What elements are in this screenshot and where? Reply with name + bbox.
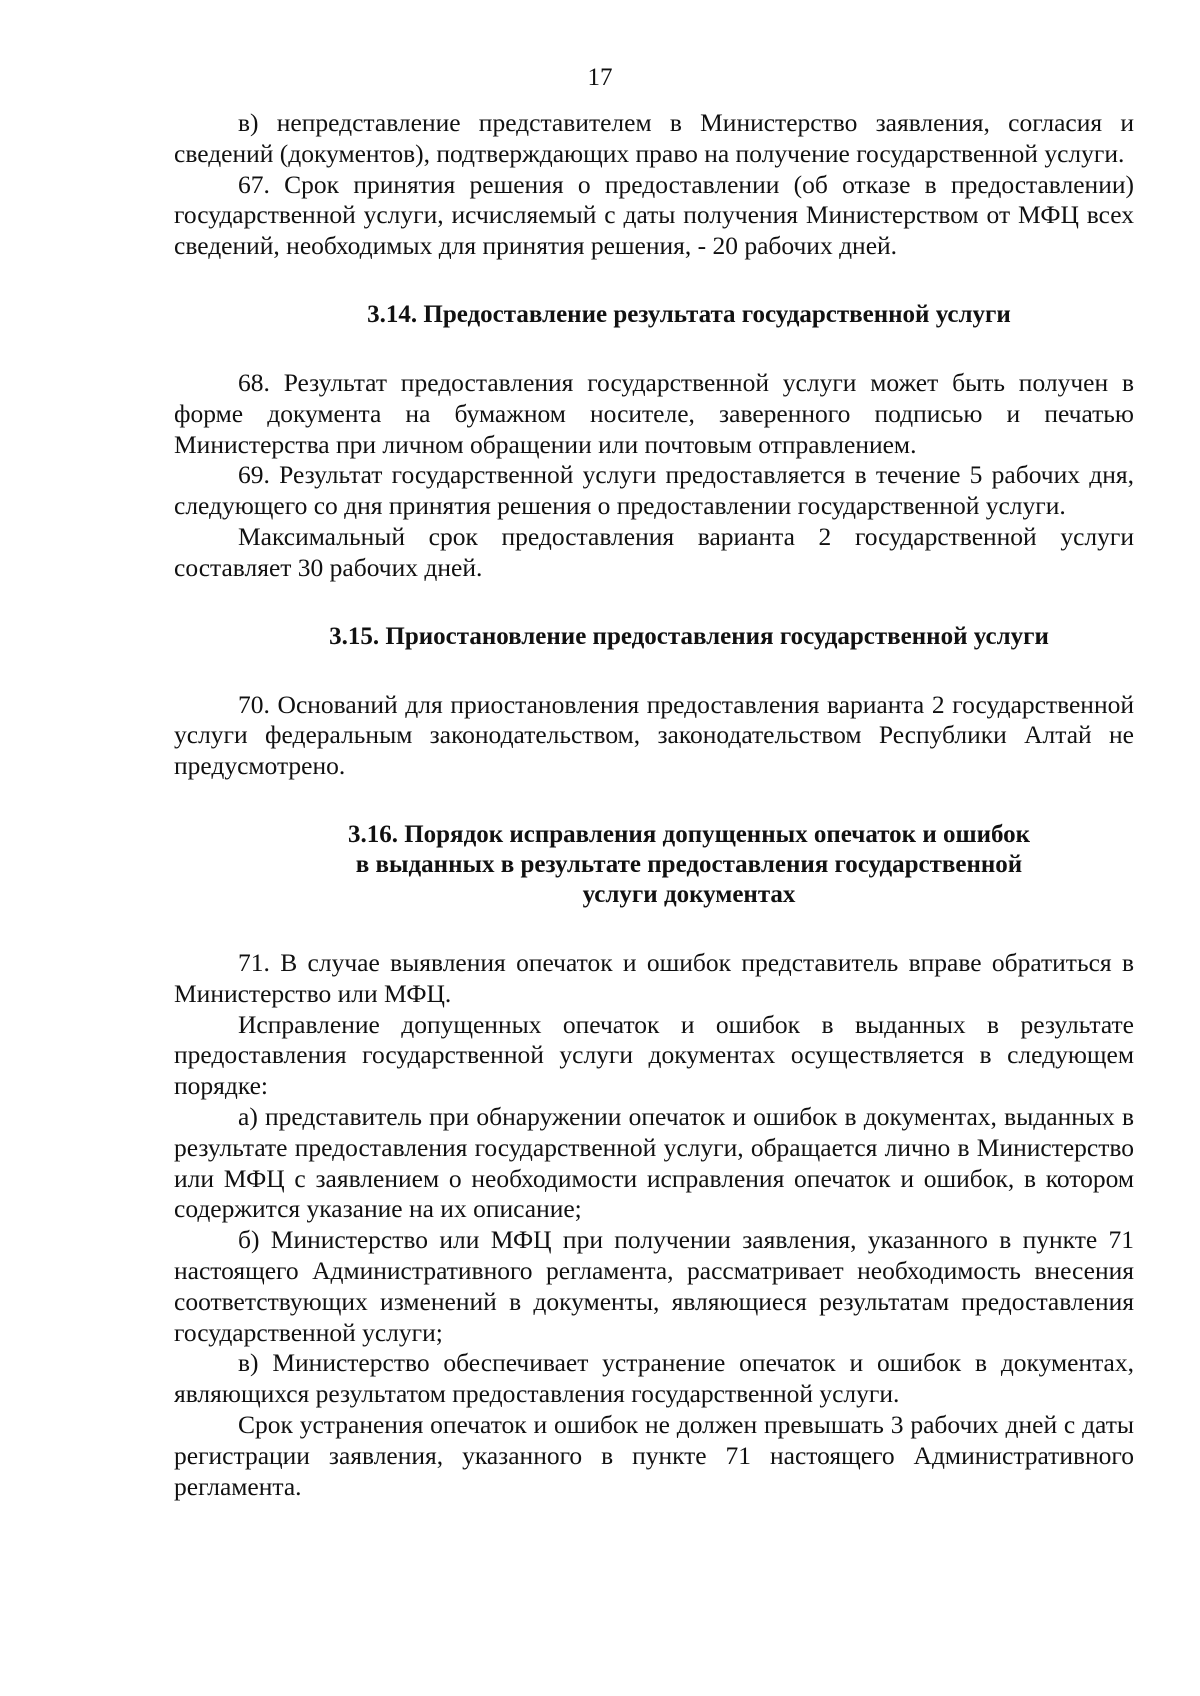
page-number: 17 xyxy=(587,64,613,91)
heading-line: в выданных в результате предоставления государственной xyxy=(355,850,1023,878)
section-heading-3-16 xyxy=(174,820,1134,910)
paragraph-item-a: а) представитель при обнаружении опечаток и ошибок в документах, выданных в результате предоставления государственной услуги, обращается лично в Министерство или МФЦ с заявлением о необходимости исправления опечаток и ошибок, в котором содержится указание на их описание; xyxy=(174,1101,1134,1224)
heading-line: 3.16. Порядок исправления допущенных опечаток и ошибок xyxy=(347,820,1031,848)
paragraph-69: 69. Результат государственной услуги предоставляется в течение 5 рабочих дня, следующего со дня принятия решения о предоставлении государственной услуги. xyxy=(174,460,1134,521)
section-heading-3-14: 3.14. Предоставление результата государственной услуги xyxy=(367,300,1011,328)
section-heading-3-15: 3.15. Приостановление предоставления государственной услуги xyxy=(329,622,1049,650)
paragraph-70: 70. Оснований для приостановления предоставления варианта 2 государственной услуги федеральным законодательством, законодательством Республики Алтай не предусмотрено. xyxy=(174,689,1134,781)
document-body xyxy=(174,108,1134,1502)
paragraph-71: 71. В случае выявления опечаток и ошибок представитель вправе обратиться в Министерство или МФЦ. xyxy=(174,947,1134,1008)
paragraph-67: 67. Срок принятия решения о предоставлении (об отказе в предоставлении) государственной услуги, исчисляемый с даты получения Министерством от МФЦ всех сведений, необходимых для принятия решения, - 20 рабочих дней. xyxy=(174,169,1134,261)
paragraph-max-term: Максимальный срок предоставления варианта 2 государственной услуги составляет 30 рабочих дней. xyxy=(174,521,1134,582)
paragraph-item-v: в) непредставление представителем в Министерство заявления, согласия и сведений (документов), подтверждающих право на получение государственной услуги. xyxy=(174,108,1134,168)
paragraph-item-v2: в) Министерство обеспечивает устранение опечаток и ошибок в документах, являющихся результатом предоставления государственной услуги. xyxy=(174,1348,1134,1409)
paragraph-correction-term: Срок устранения опечаток и ошибок не должен превышать 3 рабочих дней с даты регистрации заявления, указанного в пункте 71 настоящего Административного регламента. xyxy=(174,1409,1134,1501)
paragraph-item-b: б) Министерство или МФЦ при получении заявления, указанного в пункте 71 настоящего Административного регламента, рассматривает необходимость внесения соответствующих изменений в документы, являющиеся результатам предоставления государственной услуги; xyxy=(174,1225,1134,1347)
paragraph-68: 68. Результат предоставления государственной услуги может быть получен в форме документа на бумажном носителе, заверенного подписью и печатью Министерства при личном обращении или почтовым отправлением. xyxy=(174,367,1134,459)
paragraph-correction-order: Исправление допущенных опечаток и ошибок в выданных в результате предоставления государственной услуги документах осуществляется в следующем порядке: xyxy=(174,1009,1134,1101)
heading-line: услуги документах xyxy=(582,880,796,908)
